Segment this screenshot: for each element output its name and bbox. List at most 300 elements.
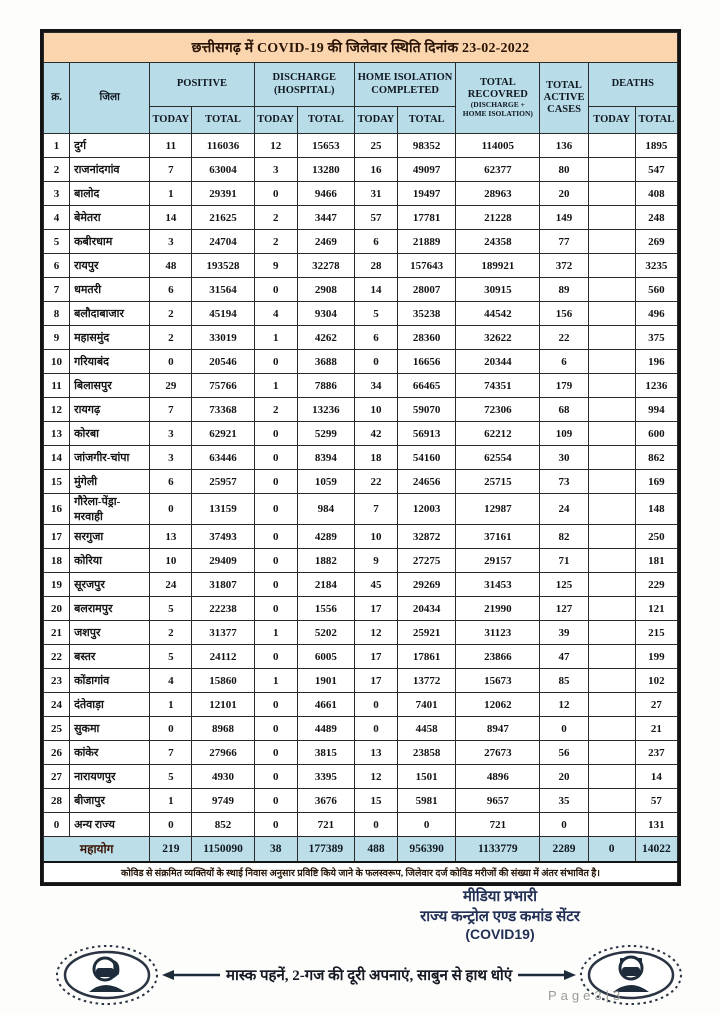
discharge-total-cell: 2469 [297, 230, 354, 254]
district-name: बेमेतरा [70, 206, 150, 230]
discharge-today-cell: 0 [254, 765, 297, 789]
deaths-total-cell: 196 [635, 350, 677, 374]
covid-report-table [40, 29, 681, 886]
homeiso-total-cell: 16656 [398, 350, 456, 374]
recovered-cell: 72306 [456, 398, 540, 422]
row-serial: 24 [44, 693, 70, 717]
table-row [44, 398, 678, 422]
discharge-today-cell: 0 [254, 717, 297, 741]
deaths-total-cell: 408 [635, 182, 677, 206]
discharge-today-cell: 1 [254, 621, 297, 645]
discharge-total-cell: 2908 [297, 278, 354, 302]
positive-total-cell: 45194 [192, 302, 254, 326]
deaths-total-cell: 57 [635, 789, 677, 813]
table-row [44, 494, 678, 525]
positive-today-cell: 3 [150, 230, 192, 254]
total-label: महायोग [44, 837, 150, 862]
positive-total-cell: 29391 [192, 182, 254, 206]
row-serial: 12 [44, 398, 70, 422]
col-header-deaths: DEATHS [588, 63, 677, 107]
positive-today-cell: 5 [150, 765, 192, 789]
discharge-total-cell: 8394 [297, 446, 354, 470]
homeiso-today-cell: 10 [354, 398, 397, 422]
positive-today-cell: 0 [150, 717, 192, 741]
deaths-today-cell [588, 350, 635, 374]
recovered-cell: 44542 [456, 302, 540, 326]
homeiso-total-cell: 49097 [398, 158, 456, 182]
discharge-total-cell: 4262 [297, 326, 354, 350]
deaths-total-cell: 131 [635, 813, 677, 837]
deaths-today-cell [588, 134, 635, 158]
col-header-district: जिला [70, 63, 150, 134]
district-name: सूरजपुर [70, 573, 150, 597]
discharge-today-cell: 0 [254, 494, 297, 525]
table-row [44, 446, 678, 470]
positive-total-cell: 116036 [192, 134, 254, 158]
recovered-cell: 28963 [456, 182, 540, 206]
deaths-total-cell: 199 [635, 645, 677, 669]
row-serial: 3 [44, 182, 70, 206]
district-name: मुंगेली [70, 470, 150, 494]
active-cases-cell: 68 [540, 398, 588, 422]
deaths-total-cell: 21 [635, 717, 677, 741]
deaths-today-cell [588, 813, 635, 837]
table-row [44, 549, 678, 573]
district-name: महासमुंद [70, 326, 150, 350]
deaths-today-cell [588, 470, 635, 494]
homeiso-today-cell: 14 [354, 278, 397, 302]
recovered-cell: 62554 [456, 446, 540, 470]
homeiso-total-cell: 20434 [398, 597, 456, 621]
district-name: दुर्ग [70, 134, 150, 158]
homeiso-total-cell: 66465 [398, 374, 456, 398]
positive-today-cell: 3 [150, 446, 192, 470]
table-row [44, 158, 678, 182]
positive-today-cell: 10 [150, 549, 192, 573]
row-serial: 4 [44, 206, 70, 230]
deaths-total-cell: 248 [635, 206, 677, 230]
signature-line-3: (COVID19) [465, 926, 535, 942]
table-row [44, 350, 678, 374]
recovered-cell: 114005 [456, 134, 540, 158]
active-cases-cell: 125 [540, 573, 588, 597]
discharge-total-cell: 3676 [297, 789, 354, 813]
deaths-total-cell: 994 [635, 398, 677, 422]
positive-total-cell: 27966 [192, 741, 254, 765]
total-homeiso-total: 956390 [398, 837, 456, 862]
district-name: कोरबा [70, 422, 150, 446]
district-name: कोरिया [70, 549, 150, 573]
discharge-total-cell: 3395 [297, 765, 354, 789]
positive-total-cell: 20546 [192, 350, 254, 374]
deaths-today-cell [588, 645, 635, 669]
deaths-today-cell [588, 326, 635, 350]
row-serial: 15 [44, 470, 70, 494]
positive-total-cell: 25957 [192, 470, 254, 494]
discharge-total-cell: 721 [297, 813, 354, 837]
table-row [44, 645, 678, 669]
recovered-cell: 31123 [456, 621, 540, 645]
discharge-total-cell: 5202 [297, 621, 354, 645]
district-name: सुकमा [70, 717, 150, 741]
discharge-today-cell: 0 [254, 549, 297, 573]
table-row [44, 470, 678, 494]
row-serial: 17 [44, 525, 70, 549]
deaths-total-cell: 169 [635, 470, 677, 494]
row-serial: 18 [44, 549, 70, 573]
homeiso-today-cell: 17 [354, 597, 397, 621]
district-name: जांजगीर-चांपा [70, 446, 150, 470]
row-serial: 28 [44, 789, 70, 813]
recovered-cell: 62377 [456, 158, 540, 182]
homeiso-today-cell: 31 [354, 182, 397, 206]
deaths-total-cell: 148 [635, 494, 677, 525]
table-row [44, 693, 678, 717]
homeiso-total-cell: 13772 [398, 669, 456, 693]
district-name: दंतेवाड़ा [70, 693, 150, 717]
recovered-cell: 189921 [456, 254, 540, 278]
discharge-total-cell: 13280 [297, 158, 354, 182]
discharge-today-cell: 0 [254, 422, 297, 446]
active-cases-cell: 89 [540, 278, 588, 302]
active-cases-cell: 149 [540, 206, 588, 230]
subheader-deaths-today: TODAY [588, 107, 635, 134]
discharge-today-cell: 0 [254, 573, 297, 597]
active-cases-cell: 179 [540, 374, 588, 398]
total-discharge-total: 177389 [297, 837, 354, 862]
active-cases-cell: 30 [540, 446, 588, 470]
discharge-today-cell: 0 [254, 350, 297, 374]
homeiso-today-cell: 18 [354, 446, 397, 470]
recovered-cell: 30915 [456, 278, 540, 302]
positive-today-cell: 4 [150, 669, 192, 693]
recovered-cell: 8947 [456, 717, 540, 741]
discharge-total-cell: 9466 [297, 182, 354, 206]
table-row [44, 741, 678, 765]
row-serial: 14 [44, 446, 70, 470]
table-row [44, 573, 678, 597]
discharge-today-cell: 0 [254, 446, 297, 470]
active-cases-cell: 0 [540, 717, 588, 741]
positive-today-cell: 1 [150, 693, 192, 717]
deaths-today-cell [588, 446, 635, 470]
total-discharge-today: 38 [254, 837, 297, 862]
subheader-deaths-total: TOTAL [635, 107, 677, 134]
discharge-today-cell: 2 [254, 398, 297, 422]
row-serial: 27 [44, 765, 70, 789]
deaths-today-cell [588, 398, 635, 422]
recovered-cell: 12062 [456, 693, 540, 717]
positive-today-cell: 0 [150, 813, 192, 837]
active-cases-cell: 127 [540, 597, 588, 621]
deaths-total-cell: 14 [635, 765, 677, 789]
col-header-discharge: DISCHARGE (HOSPITAL) [254, 63, 354, 107]
active-cases-cell: 22 [540, 326, 588, 350]
deaths-total-cell: 250 [635, 525, 677, 549]
positive-total-cell: 24112 [192, 645, 254, 669]
row-serial: 25 [44, 717, 70, 741]
row-serial: 7 [44, 278, 70, 302]
discharge-today-cell: 1 [254, 669, 297, 693]
active-cases-cell: 73 [540, 470, 588, 494]
row-serial: 26 [44, 741, 70, 765]
total-positive-today: 219 [150, 837, 192, 862]
discharge-total-cell: 4489 [297, 717, 354, 741]
district-name: बलौदाबाजार [70, 302, 150, 326]
positive-today-cell: 6 [150, 470, 192, 494]
district-name: कांकेर [70, 741, 150, 765]
recovered-cell: 32622 [456, 326, 540, 350]
discharge-total-cell: 15653 [297, 134, 354, 158]
discharge-total-cell: 1901 [297, 669, 354, 693]
discharge-today-cell: 2 [254, 230, 297, 254]
discharge-today-cell: 0 [254, 525, 297, 549]
deaths-today-cell [588, 230, 635, 254]
masked-woman-icon [52, 944, 162, 1006]
table-row [44, 206, 678, 230]
deaths-total-cell: 121 [635, 597, 677, 621]
row-serial: 10 [44, 350, 70, 374]
row-serial: 8 [44, 302, 70, 326]
active-cases-cell: 71 [540, 549, 588, 573]
district-name: अन्य राज्य [70, 813, 150, 837]
deaths-total-cell: 102 [635, 669, 677, 693]
homeiso-total-cell: 21889 [398, 230, 456, 254]
active-cases-cell: 24 [540, 494, 588, 525]
recovered-cell: 4896 [456, 765, 540, 789]
deaths-today-cell [588, 278, 635, 302]
subheader-positive-total: TOTAL [192, 107, 254, 134]
district-name: गरियाबंद [70, 350, 150, 374]
discharge-total-cell: 1556 [297, 597, 354, 621]
deaths-today-cell [588, 158, 635, 182]
col-header-sno: क्र. [44, 63, 70, 134]
deaths-today-cell [588, 741, 635, 765]
grand-total-row [44, 837, 678, 862]
deaths-today-cell [588, 597, 635, 621]
active-cases-cell: 85 [540, 669, 588, 693]
active-cases-cell: 80 [540, 158, 588, 182]
discharge-total-cell: 3688 [297, 350, 354, 374]
deaths-today-cell [588, 525, 635, 549]
homeiso-today-cell: 28 [354, 254, 397, 278]
page-title: छत्तीसगढ़ में COVID-19 की जिलेवार स्थिति दिनांक 23-02-2022 [44, 33, 678, 63]
table-row [44, 789, 678, 813]
homeiso-today-cell: 42 [354, 422, 397, 446]
table-row [44, 134, 678, 158]
deaths-total-cell: 3235 [635, 254, 677, 278]
discharge-total-cell: 1882 [297, 549, 354, 573]
row-serial: 9 [44, 326, 70, 350]
positive-today-cell: 14 [150, 206, 192, 230]
district-name: धमतरी [70, 278, 150, 302]
table-row [44, 765, 678, 789]
table-row [44, 182, 678, 206]
row-serial: 21 [44, 621, 70, 645]
recovered-cell: 21990 [456, 597, 540, 621]
arrow-left-icon [162, 970, 220, 980]
deaths-total-cell: 375 [635, 326, 677, 350]
positive-total-cell: 4930 [192, 765, 254, 789]
homeiso-today-cell: 16 [354, 158, 397, 182]
deaths-total-cell: 237 [635, 741, 677, 765]
signature-line-2: राज्य कन्ट्रोल एण्ड कमांड सेंटर [420, 909, 580, 925]
recovered-cell: 15673 [456, 669, 540, 693]
table-row [44, 230, 678, 254]
homeiso-today-cell: 17 [354, 645, 397, 669]
deaths-today-cell [588, 422, 635, 446]
positive-total-cell: 33019 [192, 326, 254, 350]
discharge-today-cell: 0 [254, 645, 297, 669]
recovered-cell: 37161 [456, 525, 540, 549]
positive-today-cell: 2 [150, 302, 192, 326]
discharge-total-cell: 9304 [297, 302, 354, 326]
deaths-today-cell [588, 206, 635, 230]
subheader-homeiso-today: TODAY [354, 107, 397, 134]
table-row [44, 278, 678, 302]
homeiso-today-cell: 22 [354, 470, 397, 494]
positive-today-cell: 0 [150, 494, 192, 525]
homeiso-total-cell: 25921 [398, 621, 456, 645]
row-serial: 6 [44, 254, 70, 278]
active-cases-cell: 47 [540, 645, 588, 669]
discharge-total-cell: 984 [297, 494, 354, 525]
homeiso-total-cell: 23858 [398, 741, 456, 765]
row-serial: 2 [44, 158, 70, 182]
positive-today-cell: 11 [150, 134, 192, 158]
active-cases-cell: 6 [540, 350, 588, 374]
deaths-today-cell [588, 693, 635, 717]
district-name: बलरामपुर [70, 597, 150, 621]
discharge-today-cell: 2 [254, 206, 297, 230]
row-serial: 13 [44, 422, 70, 446]
positive-today-cell: 1 [150, 789, 192, 813]
discharge-total-cell: 3815 [297, 741, 354, 765]
homeiso-total-cell: 56913 [398, 422, 456, 446]
positive-total-cell: 22238 [192, 597, 254, 621]
homeiso-today-cell: 34 [354, 374, 397, 398]
positive-total-cell: 8968 [192, 717, 254, 741]
positive-today-cell: 7 [150, 158, 192, 182]
footnote-row [44, 862, 678, 883]
recovered-cell: 25715 [456, 470, 540, 494]
deaths-total-cell: 547 [635, 158, 677, 182]
row-serial: 11 [44, 374, 70, 398]
homeiso-total-cell: 28360 [398, 326, 456, 350]
discharge-total-cell: 4289 [297, 525, 354, 549]
recovered-cell: 24358 [456, 230, 540, 254]
total-deaths-total: 14022 [635, 837, 677, 862]
positive-total-cell: 15860 [192, 669, 254, 693]
district-name: सरगुजा [70, 525, 150, 549]
row-serial: 19 [44, 573, 70, 597]
deaths-today-cell [588, 374, 635, 398]
homeiso-today-cell: 7 [354, 494, 397, 525]
total-active: 2289 [540, 837, 588, 862]
positive-total-cell: 37493 [192, 525, 254, 549]
positive-total-cell: 31377 [192, 621, 254, 645]
subheader-positive-today: TODAY [150, 107, 192, 134]
active-cases-cell: 109 [540, 422, 588, 446]
homeiso-today-cell: 15 [354, 789, 397, 813]
recovered-cell: 62212 [456, 422, 540, 446]
homeiso-total-cell: 157643 [398, 254, 456, 278]
positive-today-cell: 48 [150, 254, 192, 278]
row-serial: 16 [44, 494, 70, 525]
positive-today-cell: 0 [150, 350, 192, 374]
discharge-total-cell: 4661 [297, 693, 354, 717]
active-cases-cell: 20 [540, 182, 588, 206]
subheader-homeiso-total: TOTAL [398, 107, 456, 134]
active-cases-cell: 56 [540, 741, 588, 765]
footnote-text: कोविड से संक्रमित व्यक्तियों के स्थाई निवास अनुसार प्रविष्टि किये जाने के फलस्वरूप, जिलेवार दर्ज कोविड मरीजों की संख्या में अंतर संभावित है। [44, 862, 678, 883]
active-cases-cell: 35 [540, 789, 588, 813]
homeiso-total-cell: 32872 [398, 525, 456, 549]
positive-total-cell: 75766 [192, 374, 254, 398]
banner-text: मास्क पहनें, 2-गज की दूरी अपनाएं, साबुन से हाथ धोएं [226, 968, 513, 984]
positive-today-cell: 5 [150, 597, 192, 621]
homeiso-total-cell: 0 [398, 813, 456, 837]
deaths-total-cell: 496 [635, 302, 677, 326]
homeiso-today-cell: 57 [354, 206, 397, 230]
homeiso-today-cell: 25 [354, 134, 397, 158]
discharge-today-cell: 0 [254, 741, 297, 765]
homeiso-total-cell: 17861 [398, 645, 456, 669]
discharge-today-cell: 0 [254, 182, 297, 206]
table-row [44, 525, 678, 549]
positive-total-cell: 63446 [192, 446, 254, 470]
col-header-home-isolation: HOME ISOLATION COMPLETED [354, 63, 455, 107]
discharge-today-cell: 3 [254, 158, 297, 182]
recovered-cell: 29157 [456, 549, 540, 573]
table-row [44, 621, 678, 645]
recovered-cell: 20344 [456, 350, 540, 374]
homeiso-today-cell: 6 [354, 326, 397, 350]
row-serial: 20 [44, 597, 70, 621]
discharge-total-cell: 6005 [297, 645, 354, 669]
deaths-today-cell [588, 621, 635, 645]
table-row [44, 302, 678, 326]
row-serial: 5 [44, 230, 70, 254]
subheader-discharge-total: TOTAL [297, 107, 354, 134]
homeiso-total-cell: 54160 [398, 446, 456, 470]
positive-total-cell: 852 [192, 813, 254, 837]
recovered-cell: 21228 [456, 206, 540, 230]
positive-total-cell: 13159 [192, 494, 254, 525]
homeiso-total-cell: 17781 [398, 206, 456, 230]
deaths-total-cell: 862 [635, 446, 677, 470]
positive-today-cell: 1 [150, 182, 192, 206]
active-cases-cell: 39 [540, 621, 588, 645]
discharge-today-cell: 0 [254, 470, 297, 494]
discharge-today-cell: 0 [254, 278, 297, 302]
homeiso-today-cell: 0 [354, 813, 397, 837]
homeiso-today-cell: 12 [354, 621, 397, 645]
deaths-today-cell [588, 789, 635, 813]
district-name: बस्तर [70, 645, 150, 669]
deaths-total-cell: 1895 [635, 134, 677, 158]
discharge-total-cell: 2184 [297, 573, 354, 597]
positive-today-cell: 2 [150, 326, 192, 350]
recovered-cell: 9657 [456, 789, 540, 813]
active-cases-cell: 156 [540, 302, 588, 326]
homeiso-total-cell: 1501 [398, 765, 456, 789]
discharge-total-cell: 13236 [297, 398, 354, 422]
active-cases-cell: 0 [540, 813, 588, 837]
table-row [44, 597, 678, 621]
table-row [44, 326, 678, 350]
positive-total-cell: 31807 [192, 573, 254, 597]
